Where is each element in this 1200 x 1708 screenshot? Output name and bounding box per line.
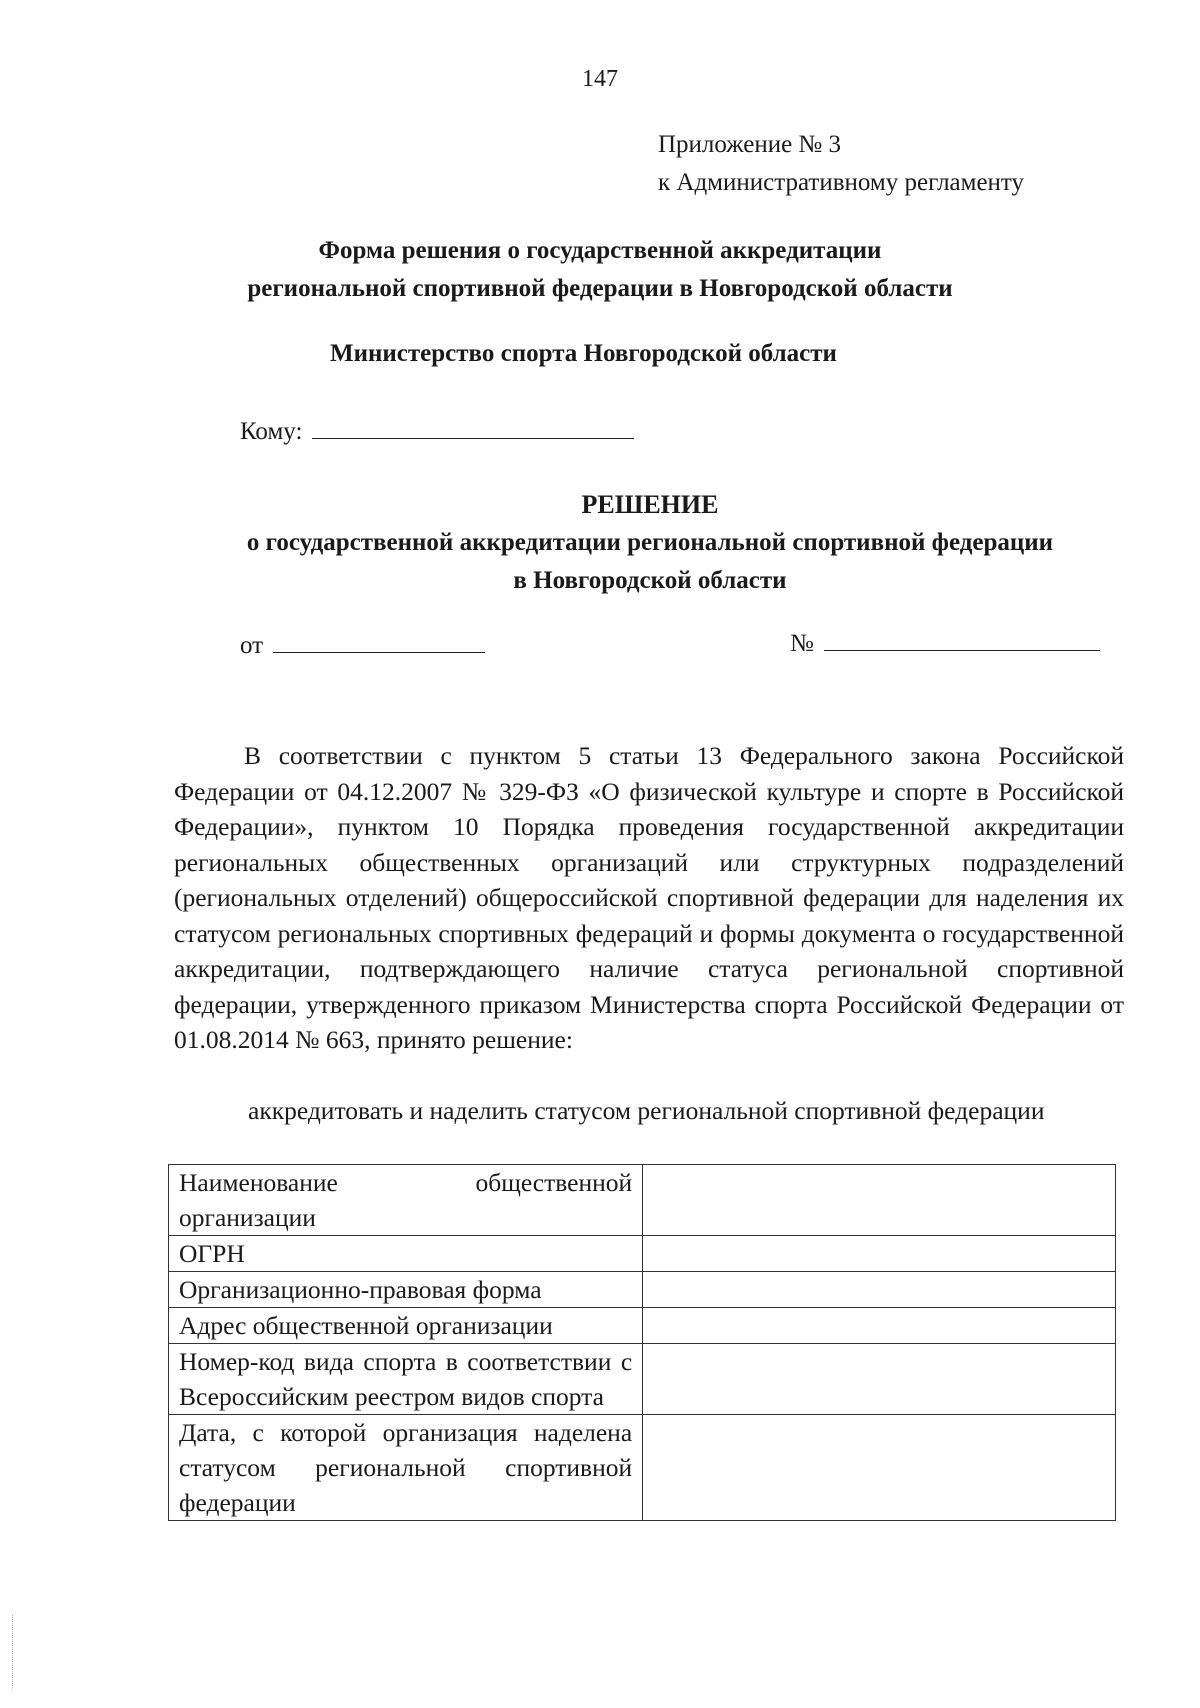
table-label-cell: Наименование общественной организации xyxy=(169,1165,643,1236)
table-label-cell: Организационно-правовая форма xyxy=(169,1272,643,1308)
number-blank-line xyxy=(824,630,1100,651)
table-value-cell xyxy=(643,1236,1116,1272)
table-value-cell xyxy=(643,1272,1116,1308)
ministry-name: Министерство спорта Новгородской области xyxy=(330,340,837,367)
appendix-line-2: к Административному регламенту xyxy=(658,169,1025,196)
date-blank-line xyxy=(273,632,485,653)
table-label-cell: ОГРН xyxy=(169,1236,643,1272)
decision-title xyxy=(100,486,1200,600)
table-row xyxy=(169,1272,1116,1308)
table-value-cell xyxy=(643,1165,1116,1236)
form-title-line-2: региональной спортивной федерации в Новгородской области xyxy=(247,275,953,302)
appendix-line-1: Приложение № 3 xyxy=(658,131,842,158)
recipient-blank-line xyxy=(312,418,634,439)
table-value-cell xyxy=(643,1344,1116,1415)
page-number: 147 xyxy=(582,66,618,92)
table-row xyxy=(169,1165,1116,1236)
date-label: от xyxy=(240,632,264,659)
table-label-cell: Дата, с которой организация наделена статусом региональной спортивной федерации xyxy=(169,1415,643,1521)
table-row xyxy=(169,1344,1116,1415)
number-row xyxy=(790,630,1100,658)
table-row xyxy=(169,1415,1116,1521)
date-row xyxy=(240,632,485,660)
body-paragraph: В соответствии с пунктом 5 статьи 13 Федерального закона Российской Федерации от 04.12.2007 № 329-ФЗ «О физической культуре и спорте в Российской Федерации», пунктом 10 Порядка проведения государственной аккредитации региональных общественных организаций или структурных подразделений (региональных отделений) общероссийской спортивной федерации для наделения их статусом региональных спортивных федераций и формы документа о государственной аккредитации, подтверждающего наличие статуса региональной спортивной федерации, утвержденного приказом Министерства спорта Российской Федерации от 01.08.2014 № 663, принято решение: xyxy=(174,741,1124,1054)
number-label: № xyxy=(790,630,814,657)
table-row xyxy=(169,1308,1116,1344)
decision-subtitle-line-1: о государственной аккредитации региональной спортивной федерации xyxy=(246,529,1054,556)
decision-statement: аккредитовать и наделить статусом региональной спортивной федерации xyxy=(248,1096,1045,1125)
decision-heading: РЕШЕНИЕ xyxy=(581,490,719,519)
scan-edge-mark xyxy=(12,1615,14,1690)
table-value-cell xyxy=(643,1415,1116,1521)
table-value-cell xyxy=(643,1308,1116,1344)
organization-info-table xyxy=(168,1164,1116,1521)
recipient-row xyxy=(240,418,634,446)
table-label-cell: Адрес общественной организации xyxy=(169,1308,643,1344)
appendix-reference xyxy=(658,126,1024,202)
table-row xyxy=(169,1236,1116,1272)
recipient-label: Кому: xyxy=(240,418,303,445)
form-title-line-1: Форма решения о государственной аккредитации xyxy=(318,237,882,264)
decision-subtitle-line-2: в Новгородской области xyxy=(513,567,787,594)
table-label-cell: Номер-код вида спорта в соответствии с Всероссийским реестром видов спорта xyxy=(169,1344,643,1415)
form-title xyxy=(100,232,1100,308)
